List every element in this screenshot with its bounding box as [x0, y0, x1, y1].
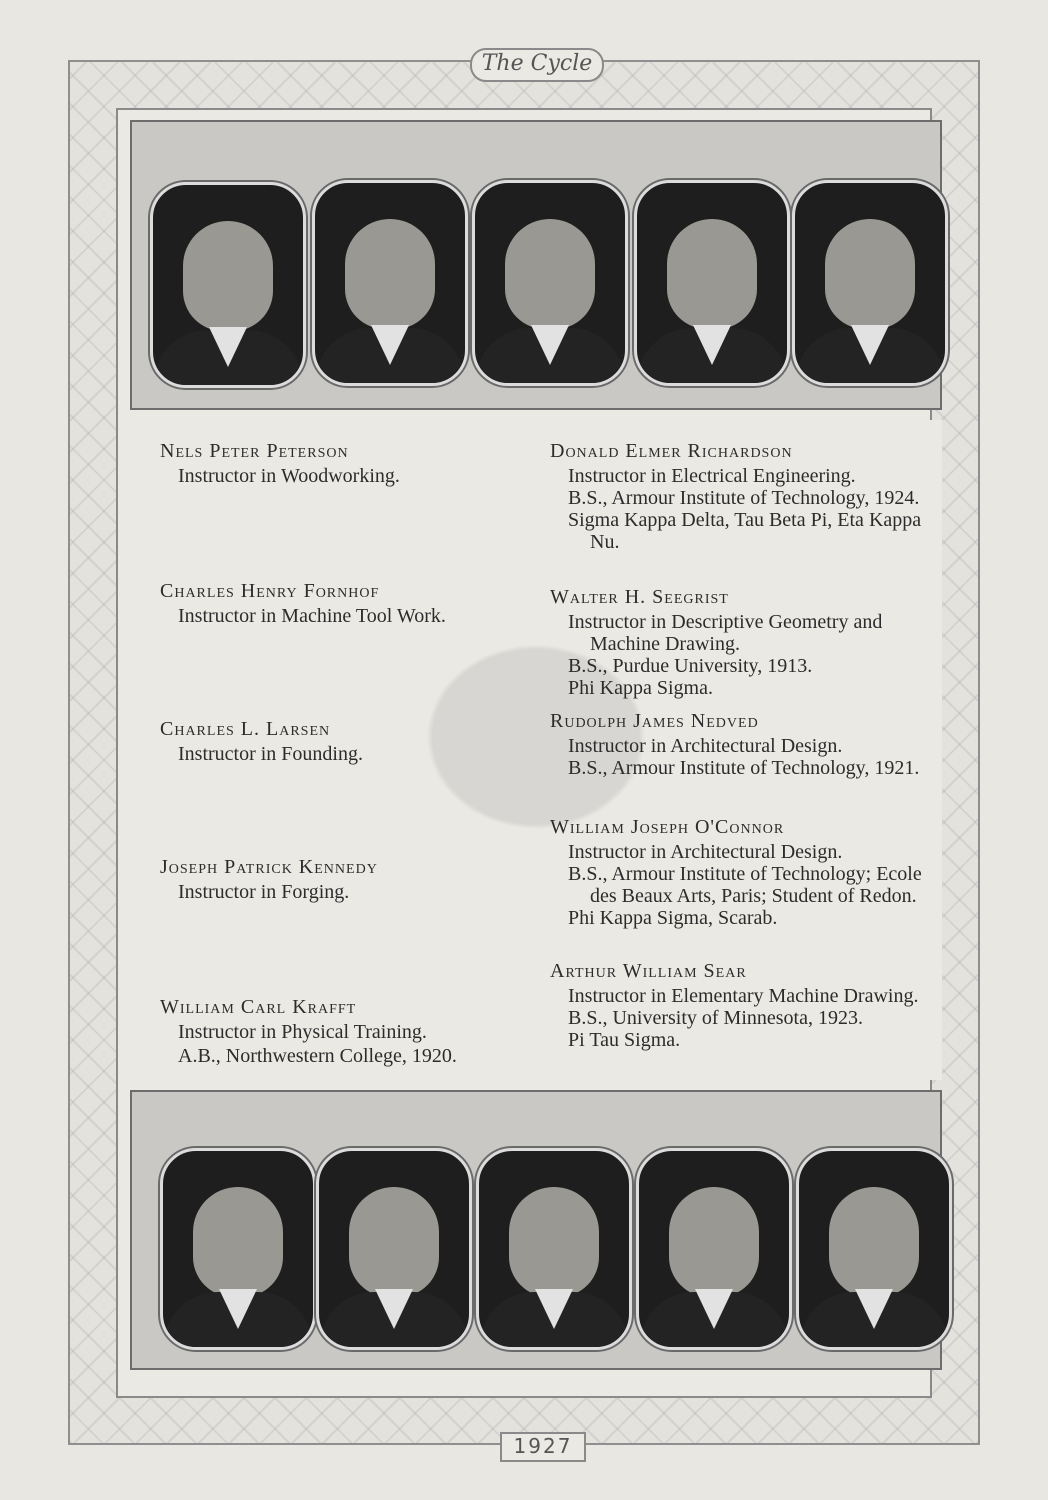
faculty-detail: Instructor in Physical Training.: [178, 1021, 427, 1043]
faculty-detail: B.S., Armour Institute of Technology, 1921.: [568, 757, 920, 779]
portrait: [150, 182, 306, 388]
portrait: [476, 1148, 632, 1350]
faculty-detail: Instructor in Machine Tool Work.: [178, 605, 446, 627]
faculty-detail: B.S., University of Minnesota, 1923.: [568, 1007, 863, 1029]
faculty-name: Rudolph James Nedved: [550, 710, 759, 732]
portrait: [634, 180, 790, 386]
faculty-detail: B.S., Armour Institute of Technology, 1924.: [568, 487, 920, 509]
portrait: [312, 180, 468, 386]
faculty-name: Donald Elmer Richardson: [550, 440, 793, 462]
faculty-name: Arthur William Sear: [550, 960, 747, 982]
faculty-detail: Instructor in Architectural Design.: [568, 735, 843, 757]
top-portrait-band: [130, 120, 942, 410]
faculty-entry: [550, 586, 930, 701]
faculty-detail: B.S., Armour Institute of Technology; Ecole des Beaux Arts, Paris; Student of Redon.: [568, 863, 922, 907]
faculty-entry: [550, 710, 919, 781]
faculty-detail: Instructor in Descriptive Geometry and Machine Drawing.: [568, 611, 883, 655]
faculty-detail: Instructor in Forging.: [178, 881, 350, 903]
faculty-name: William Joseph O'Connor: [550, 816, 785, 838]
faculty-detail: Instructor in Architectural Design.: [568, 841, 843, 863]
faculty-text-panel: [130, 420, 942, 1080]
portrait: [796, 1148, 952, 1350]
faculty-detail: A.B., Northwestern College, 1920.: [178, 1045, 457, 1067]
page-year: 1927: [500, 1432, 586, 1462]
portrait: [472, 180, 628, 386]
faculty-detail: Instructor in Elementary Machine Drawing.: [568, 985, 919, 1007]
faculty-detail: Phi Kappa Sigma.: [568, 677, 713, 699]
faculty-detail: Sigma Kappa Delta, Tau Beta Pi, Eta Kappa Nu.: [568, 509, 922, 553]
faculty-detail: Instructor in Electrical Engineering.: [568, 465, 856, 487]
faculty-name: Charles L. Larsen: [160, 718, 331, 740]
faculty-detail: Instructor in Founding.: [178, 743, 363, 765]
faculty-entry: [160, 996, 457, 1069]
faculty-entry: [550, 960, 918, 1053]
faculty-name: Walter H. Seegrist: [550, 586, 729, 608]
faculty-entry: [550, 816, 930, 931]
faculty-detail: Phi Kappa Sigma, Scarab.: [568, 907, 778, 929]
faculty-entry: [160, 440, 400, 489]
bottom-portrait-band: [130, 1090, 942, 1370]
faculty-entry: [160, 718, 363, 767]
faculty-entry: [160, 856, 378, 905]
portrait: [316, 1148, 472, 1350]
portrait: [160, 1148, 316, 1350]
faculty-entry: [160, 580, 446, 629]
faculty-detail: Pi Tau Sigma.: [568, 1029, 681, 1051]
faculty-detail: Instructor in Woodworking.: [178, 465, 400, 487]
page-title: The Cycle: [470, 48, 604, 82]
faculty-name: William Carl Krafft: [160, 996, 357, 1018]
faculty-entry: [550, 440, 930, 555]
faculty-name: Charles Henry Fornhof: [160, 580, 380, 602]
faculty-name: Joseph Patrick Kennedy: [160, 856, 378, 878]
portrait: [636, 1148, 792, 1350]
portrait: [792, 180, 948, 386]
faculty-name: Nels Peter Peterson: [160, 440, 349, 462]
faculty-detail: B.S., Purdue University, 1913.: [568, 655, 813, 677]
